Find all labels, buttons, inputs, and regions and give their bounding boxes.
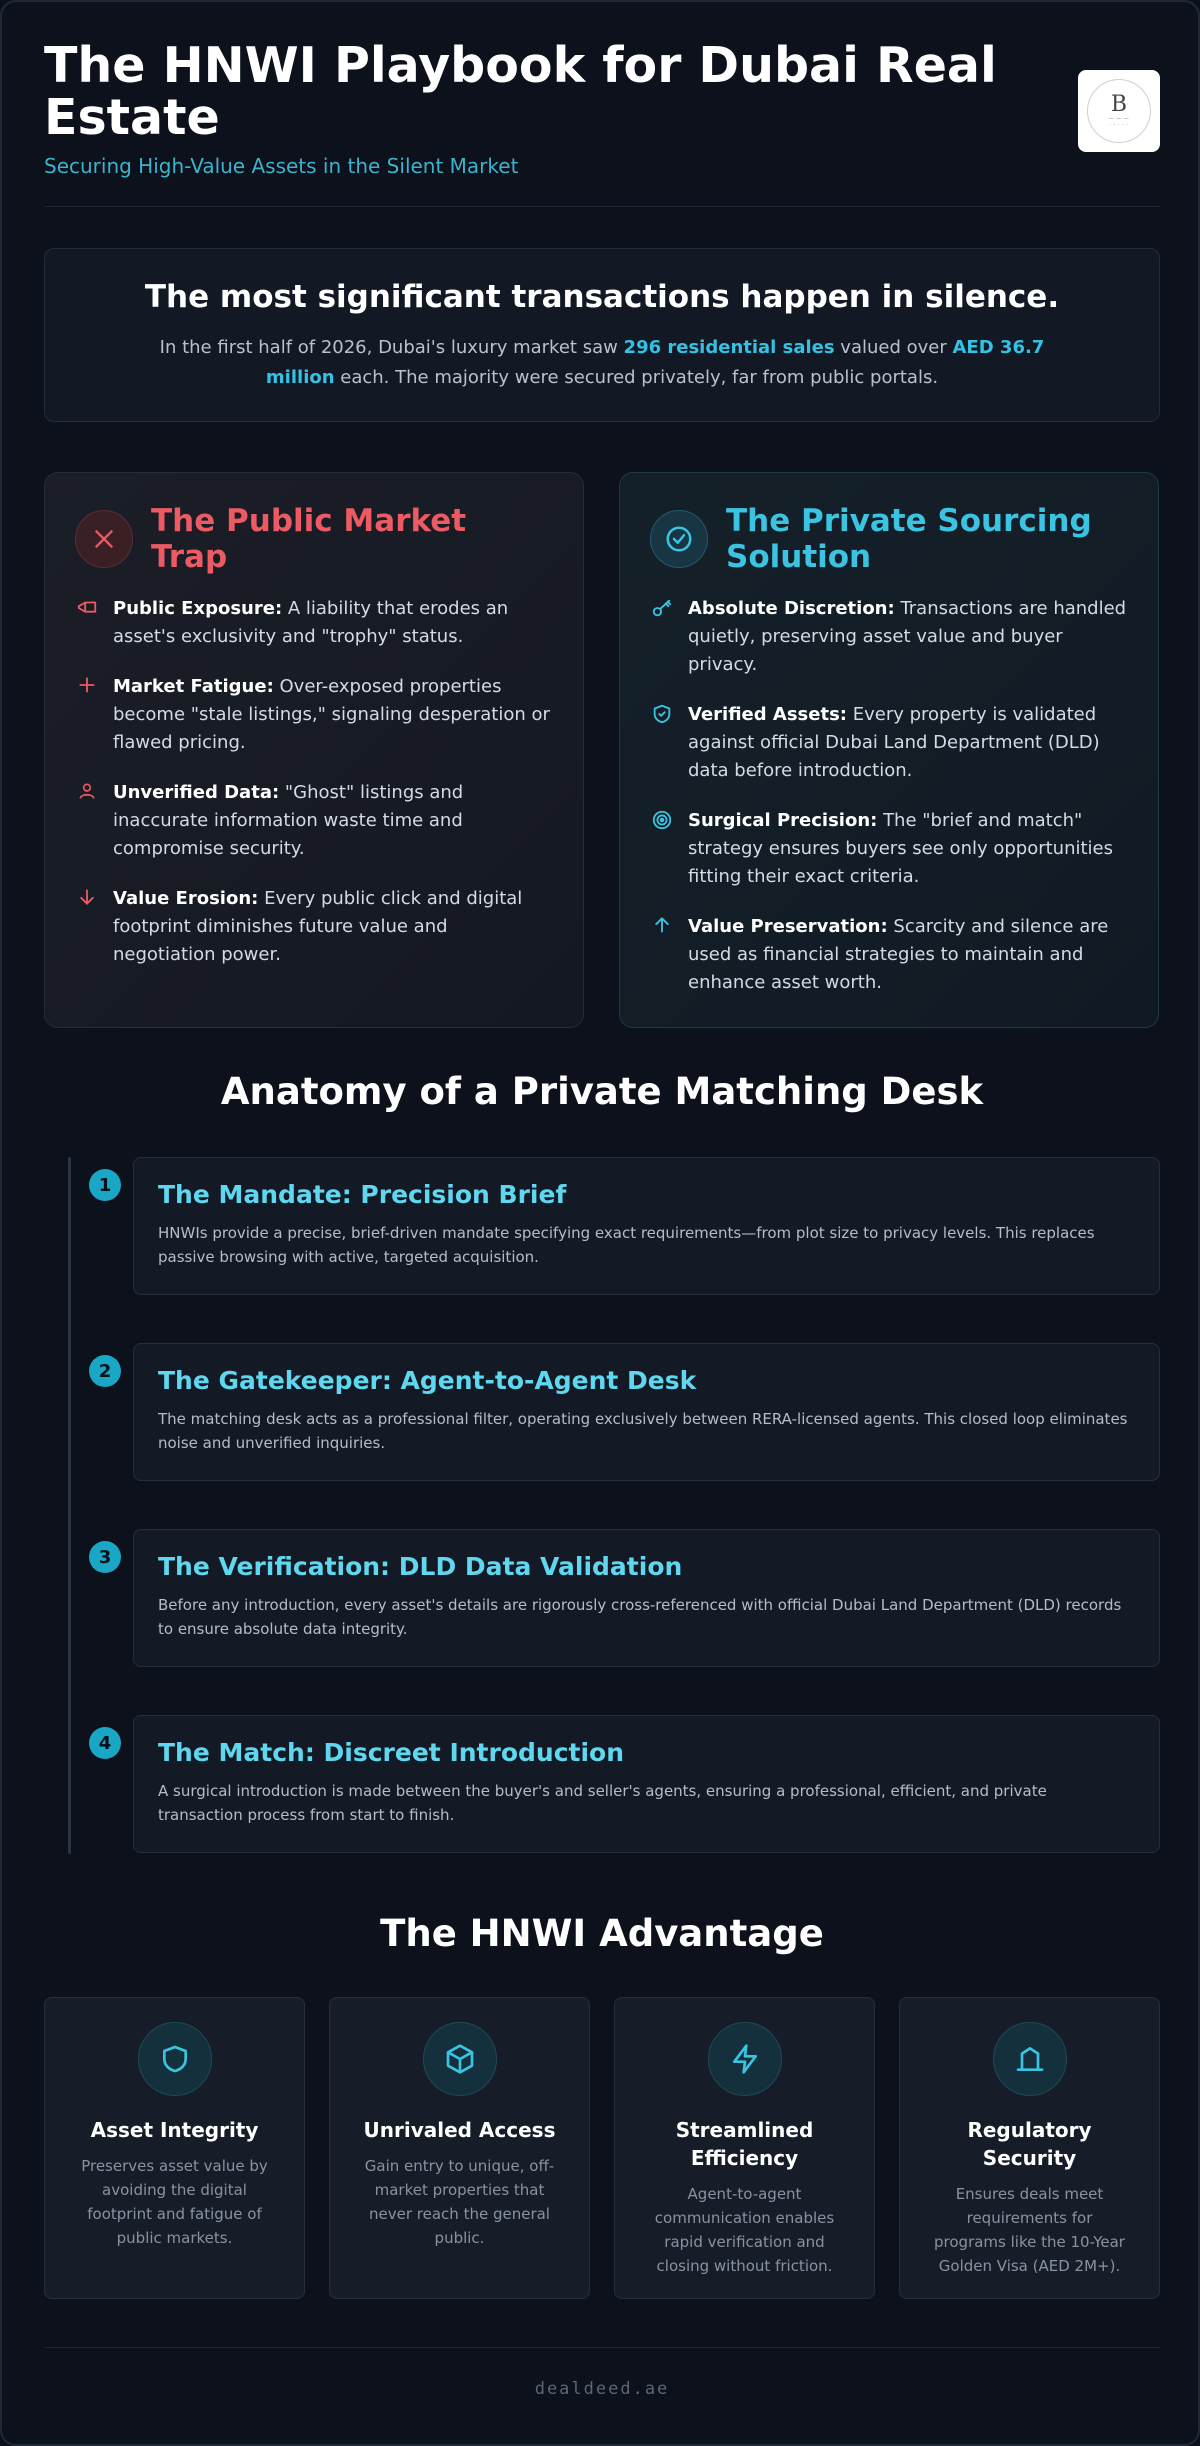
step-card: [133, 1343, 1160, 1481]
advantage-text: Gain entry to unique, off-market properties that never reach the general public.: [364, 2157, 555, 2247]
advantage-card: [899, 1997, 1160, 2299]
step-title: The Gatekeeper: Agent-to-Agent Desk: [158, 1366, 697, 1395]
item-text: A liability that erodes an asset's exclusivity and "trophy" status.: [113, 598, 509, 647]
hero-text: [142, 333, 1062, 393]
panel-title: The Private Sourcing Solution: [726, 503, 1092, 575]
arrow-down-icon: [75, 887, 99, 911]
advantage-text: Agent-to-agent communication enables rapid verification and closing without friction.: [654, 2185, 835, 2275]
list-item: [75, 885, 553, 969]
logo-seal: B — — — · · · · ·: [1087, 79, 1151, 143]
public-market-trap-panel: [44, 472, 584, 1028]
private-sourcing-panel: [619, 472, 1159, 1028]
step-number: 1: [89, 1169, 121, 1201]
page-title: The HNWI Playbook for Dubai Real Estate: [44, 37, 997, 146]
step-text: Before any introduction, every asset's details are rigorously cross-referenced with official Dubai Land Department (DLD) records to ensure absolute data integrity.: [158, 1596, 1122, 1638]
panel-title: The Public Market Trap: [151, 503, 467, 575]
step-card: [133, 1715, 1160, 1853]
advantage-title: Regulatory Security: [967, 2118, 1092, 2170]
check-circle-icon: [650, 510, 708, 568]
x-icon: [75, 510, 133, 568]
item-label: Public Exposure:: [113, 598, 283, 619]
advantage-card: [614, 1997, 875, 2299]
plus-icon: [75, 675, 99, 699]
hero-highlight-sales: 296 residential sales: [623, 337, 835, 358]
list-item: [650, 913, 1128, 997]
item-text: Over-exposed properties become "stale listings," signaling desperation or flawed pricing.: [113, 676, 550, 753]
cube-icon: [423, 2022, 497, 2096]
list-item: [75, 779, 553, 863]
header-divider: [44, 206, 1160, 207]
shield-icon: [138, 2022, 212, 2096]
step-number: 2: [89, 1355, 121, 1387]
footer-domain: dealdeed.ae: [534, 2379, 670, 2399]
item-label: Verified Assets:: [688, 704, 847, 725]
list-item: [75, 673, 553, 757]
step-title: The Match: Discreet Introduction: [158, 1738, 625, 1767]
advantage-text: Ensures deals meet requirements for programs like the 10-Year Golden Visa (AED 2M+).: [934, 2185, 1125, 2275]
footer-divider: [44, 2347, 1160, 2348]
item-label: Surgical Precision:: [688, 810, 878, 831]
step-text: The matching desk acts as a professional filter, operating exclusively between RERA-licensed agents. This closed loop eliminates noise and unverified inquiries.: [158, 1410, 1128, 1452]
hero-callout: [44, 248, 1160, 422]
item-text: "Ghost" listings and inaccurate information waste time and compromise security.: [113, 782, 464, 859]
user-icon: [75, 781, 99, 805]
hero-text-middle: valued over: [834, 337, 953, 358]
panel-header: [650, 503, 1128, 575]
step-number: 4: [89, 1727, 121, 1759]
anatomy-section-title: Anatomy of a Private Matching Desk: [220, 1070, 984, 1113]
item-text: Every property is validated against official Dubai Land Department (DLD) data before introduction.: [688, 704, 1100, 781]
item-label: Value Erosion:: [113, 888, 259, 909]
hero-text-before: In the first half of 2026, Dubai's luxury market saw: [159, 337, 624, 358]
step-card: [133, 1157, 1160, 1295]
step-title: The Mandate: Precision Brief: [158, 1180, 567, 1209]
advantage-text: Preserves asset value by avoiding the digital footprint and fatigue of public markets.: [81, 2157, 268, 2247]
item-label: Absolute Discretion:: [688, 598, 895, 619]
list-item: [75, 595, 553, 651]
item-text: Transactions are handled quietly, preserving asset value and buyer privacy.: [688, 598, 1127, 675]
target-icon: [650, 809, 674, 833]
advantage-card: [329, 1997, 590, 2299]
step-text: HNWIs provide a precise, brief-driven mandate specifying exact requirements—from plot size to privacy levels. This replaces passive browsing with active, targeted acquisition.: [158, 1224, 1095, 1266]
panel-header: [75, 503, 553, 575]
timeline-line: [68, 1157, 71, 1854]
item-label: Unverified Data:: [113, 782, 280, 803]
header: [44, 37, 1160, 210]
item-label: Value Preservation:: [688, 916, 888, 937]
item-label: Market Fatigue:: [113, 676, 274, 697]
step-number: 3: [89, 1541, 121, 1573]
advantage-section-title: The HNWI Advantage: [380, 1912, 824, 1955]
hero-text-after: each. The majority were secured privately, far from public portals.: [334, 367, 939, 388]
item-text: Scarcity and silence are used as financial strategies to maintain and enhance asset worth.: [688, 916, 1109, 993]
lightning-icon: [708, 2022, 782, 2096]
advantage-title: Unrivaled Access: [363, 2118, 556, 2142]
page-subtitle: Securing High-Value Assets in the Silent Market: [44, 154, 519, 178]
megaphone-icon: [75, 597, 99, 621]
item-text: Every public click and digital footprint diminishes future value and negotiation power.: [113, 888, 523, 965]
shield-check-icon: [650, 703, 674, 727]
step-title: The Verification: DLD Data Validation: [158, 1552, 683, 1581]
step-card: [133, 1529, 1160, 1667]
advantage-card: [44, 1997, 305, 2299]
hero-highlight-value: AED 36.7 million: [265, 337, 1045, 388]
advantage-title: Asset Integrity: [90, 2118, 259, 2142]
arrow-up-icon: [650, 915, 674, 939]
item-text: The "brief and match" strategy ensures buyers see only opportunities fitting their exact criteria.: [688, 810, 1114, 887]
list-item: [650, 595, 1128, 679]
advantage-title: Streamlined Efficiency: [675, 2118, 814, 2170]
brand-logo: [1078, 70, 1160, 152]
hero-title: The most significant transactions happen in silence.: [144, 279, 1060, 315]
key-icon: [650, 597, 674, 621]
list-item: [650, 807, 1128, 891]
list-item: [650, 701, 1128, 785]
step-text: A surgical introduction is made between the buyer's and seller's agents, ensuring a professional, efficient, and private transaction process from start to finish.: [158, 1782, 1047, 1824]
landmark-icon: [993, 2022, 1067, 2096]
